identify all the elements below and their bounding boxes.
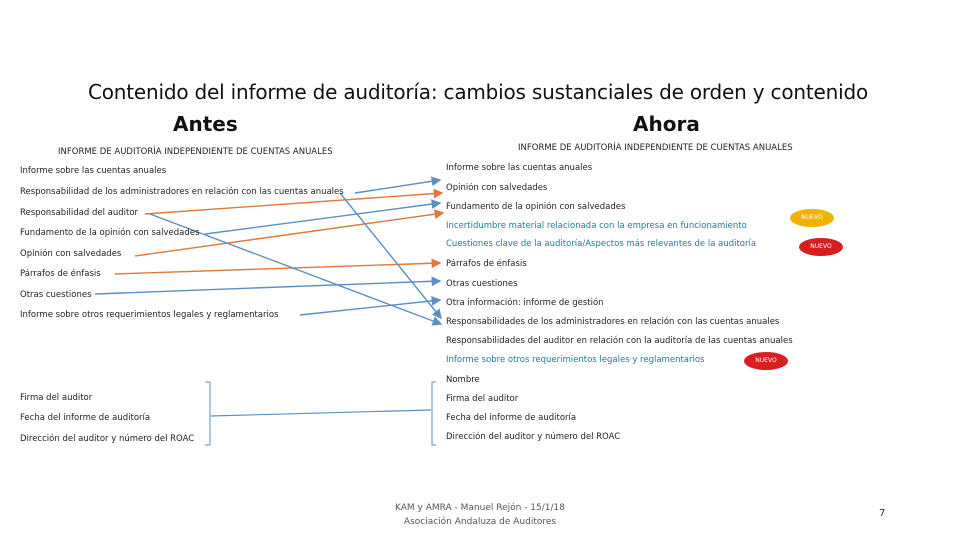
right-item-informe-cuentas: Informe sobre las cuentas anuales [446, 163, 593, 173]
right-item-otras-cuestiones: Otras cuestiones [446, 279, 518, 289]
subtitle-left: INFORME DE AUDITORÍA INDEPENDIENTE DE CUENTAS ANUALES [58, 147, 333, 157]
left-item-parrafos: Párrafos de énfasis [20, 269, 101, 279]
nuevo-badge-otros-requerimientos: NUEVO [744, 352, 788, 370]
right-item-resp-admin: Responsabilidades de los administradores en relación con las cuentas anuales [446, 317, 780, 327]
right-item-incertidumbre: Incertidumbre material relacionada con la empresa en funcionamiento [446, 221, 747, 231]
left-item-informe-cuentas: Informe sobre las cuentas anuales [20, 166, 167, 176]
bracket-right [432, 382, 436, 445]
right-item-cuestiones-clave: Cuestiones clave de la auditoría/Aspectos más relevantes de la auditoría [446, 239, 757, 249]
nuevo-badge-incertidumbre: NUEVO [790, 209, 834, 227]
right-item-opinion: Opinión con salvedades [446, 183, 548, 193]
right-item-fecha: Fecha del informe de auditoría [446, 413, 577, 423]
right-item-nombre: Nombre [446, 375, 480, 385]
left-item-opinion: Opinión con salvedades [20, 249, 122, 259]
footer-line1: KAM y AMRA - Manuel Rejón - 15/1/18 [395, 503, 565, 513]
header-ahora: Ahora [633, 112, 700, 136]
left-item-fecha: Fecha del informe de auditoría [20, 413, 151, 423]
left-item-direccion: Dirección del auditor y número del ROAC [20, 434, 195, 444]
left-item-firma: Firma del auditor [20, 393, 93, 403]
right-item-firma: Firma del auditor [446, 394, 519, 404]
arrow-parrafos [115, 263, 440, 274]
arrow-otros-req [300, 300, 440, 315]
footer-line2: Asociación Andaluza de Auditores [403, 517, 557, 527]
right-item-resp-auditor: Responsabilidades del auditor en relación con la auditoría de las cuentas anuales [446, 336, 793, 346]
left-item-otros-requerimientos: Informe sobre otros requerimientos legales y reglamentarios [20, 310, 279, 320]
subtitle-right: INFORME DE AUDITORÍA INDEPENDIENTE DE CUENTAS ANUALES [518, 143, 793, 153]
nuevo-badge-cuestiones-clave: NUEVO [799, 238, 843, 256]
right-item-parrafos: Párrafos de énfasis [446, 259, 527, 269]
arrow-firma [211, 410, 431, 416]
page-number: 7 [879, 508, 886, 519]
left-item-responsabilidad-admin: Responsabilidad de los administradores en relación con las cuentas anuales [20, 187, 344, 197]
right-item-otra-informacion: Otra información: informe de gestión [446, 298, 604, 308]
left-item-otras-cuestiones: Otras cuestiones [20, 290, 92, 300]
bracket-left [205, 382, 210, 445]
header-antes: Antes [173, 112, 238, 136]
arrow-responsabilidad-admin [355, 180, 440, 193]
left-item-responsabilidad-auditor: Responsabilidad del auditor [20, 208, 139, 218]
arrow-otras [95, 281, 440, 294]
right-item-direccion: Dirección del auditor y número del ROAC [446, 432, 621, 442]
slide-title: Contenido del informe de auditoría: cambios sustanciales de orden y contenido [88, 80, 868, 104]
arrow-resp-admin-long [340, 193, 441, 318]
left-item-fundamento: Fundamento de la opinión con salvedades [20, 228, 200, 238]
right-item-otros-requerimientos: Informe sobre otros requerimientos legales y reglamentarios [446, 355, 705, 365]
right-item-fundamento: Fundamento de la opinión con salvedades [446, 202, 626, 212]
